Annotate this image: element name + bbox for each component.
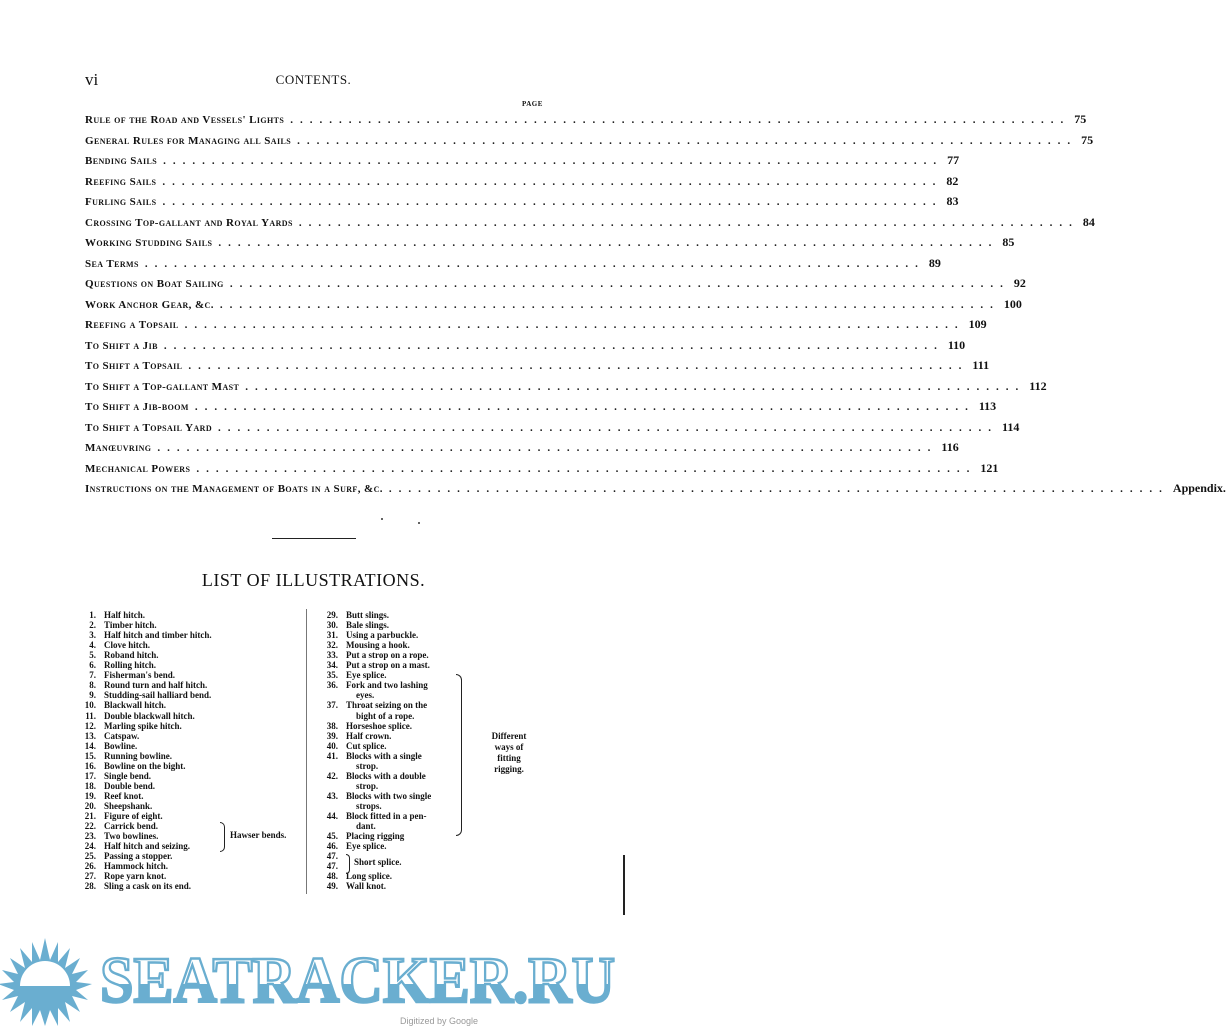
item-number: 19. — [84, 790, 96, 801]
item-number: 47. — [326, 851, 338, 862]
divider-rule — [272, 538, 356, 539]
illustration-item — [314, 640, 410, 650]
item-title: Horseshoe splice. — [346, 720, 412, 731]
illustration-item — [314, 620, 389, 630]
item-number: 5. — [89, 650, 96, 661]
illustration-item — [72, 751, 172, 761]
item-number: 48. — [326, 871, 338, 882]
illustration-item — [72, 841, 190, 851]
illustration-item — [72, 821, 158, 831]
illustration-item — [72, 781, 155, 791]
item-number: 1. — [89, 610, 96, 620]
entry-page: 83 — [946, 194, 959, 208]
item-title: Block fitted in a pen- — [346, 811, 427, 821]
illustration-item — [72, 620, 157, 630]
item-number: 2. — [89, 620, 96, 631]
entry-page: 100 — [1003, 296, 1022, 311]
contents-entry — [85, 255, 941, 272]
contents-entry — [85, 378, 1047, 395]
dot-leader: ................................................................................ — [245, 380, 1026, 393]
item-title: Put a strop on a mast. — [346, 660, 430, 671]
page-column-label: PAGE — [522, 100, 543, 108]
illustration-item — [72, 851, 172, 861]
item-number: 22. — [84, 821, 96, 832]
item-number: 25. — [84, 851, 96, 862]
illustration-item — [314, 841, 387, 851]
rigging-brace — [456, 674, 462, 836]
item-number: 35. — [326, 670, 338, 681]
illustration-item — [314, 721, 412, 731]
item-number: 7. — [89, 670, 96, 681]
item-number: 12. — [84, 720, 96, 731]
contents-entry — [85, 235, 1015, 251]
contents-entry — [85, 440, 959, 456]
item-number: 3. — [89, 630, 96, 641]
scan-edge — [623, 855, 625, 915]
item-number: 8. — [89, 680, 96, 691]
item-title: Clove hitch. — [104, 640, 150, 651]
item-title: Half hitch. — [104, 610, 146, 620]
item-number: 33. — [326, 650, 338, 661]
item-title: Bale slings. — [346, 620, 390, 631]
item-number: 47. — [326, 861, 338, 872]
item-number: 10. — [84, 700, 96, 711]
illustration-item — [72, 640, 150, 650]
illustration-item — [314, 630, 418, 640]
entry-page: Appendix. — [1172, 481, 1226, 495]
item-number: 17. — [84, 770, 96, 781]
item-title: Blackwall hitch. — [104, 700, 167, 711]
item-number: 23. — [84, 831, 96, 842]
entry-page: 113 — [978, 399, 997, 413]
contents-entry — [85, 153, 960, 169]
item-title: Running bowline. — [104, 750, 173, 761]
entry-title: Questions on Boat Sailing — [85, 278, 224, 290]
item-number: 41. — [326, 750, 338, 761]
illustration-item — [314, 680, 428, 690]
contents-entry — [85, 276, 1026, 292]
illustration-item — [314, 610, 389, 620]
page-number: vi — [85, 70, 99, 89]
illustration-item — [72, 630, 212, 640]
contents-entry — [85, 419, 1020, 436]
hawser-brace — [220, 822, 225, 852]
contents-entry — [85, 358, 990, 374]
item-number: 43. — [326, 790, 338, 801]
item-number: 9. — [89, 690, 96, 701]
illustration-item — [314, 811, 427, 821]
entry-page: 92 — [1013, 276, 1026, 290]
item-number: 31. — [326, 630, 338, 641]
illustration-item — [314, 831, 404, 841]
item-number: 37. — [326, 700, 338, 711]
item-title: Half hitch and timber hitch. — [104, 630, 212, 641]
item-title: Mousing a hook. — [346, 640, 410, 651]
illustration-item — [72, 871, 166, 881]
item-title: Put a strop on a rope. — [346, 650, 429, 661]
dot-leader: ................................................................................ — [290, 114, 1071, 126]
item-title-continued: strop. — [356, 760, 379, 771]
item-title: Sling a cask on its end. — [104, 881, 192, 892]
illustration-item — [314, 660, 430, 670]
entry-title: Reefing Sails — [85, 175, 157, 188]
illustration-item — [72, 771, 151, 781]
print-speck — [381, 518, 383, 520]
entry-page: 110 — [947, 337, 966, 352]
dot-leader: ................................................................................ — [188, 360, 969, 372]
item-number: 6. — [89, 660, 96, 671]
item-number: 30. — [326, 620, 338, 631]
illustration-item — [72, 791, 144, 801]
contents-entry — [85, 194, 959, 210]
item-number: 18. — [84, 780, 96, 791]
dot-leader: ................................................................................ — [388, 483, 1169, 495]
entry-page: 114 — [1002, 419, 1020, 434]
item-number: 45. — [326, 831, 338, 842]
item-title: Eye splice. — [346, 670, 387, 681]
entry-page: 89 — [928, 255, 941, 270]
item-title-continued: bight of a rope. — [356, 710, 415, 721]
illustration-item — [72, 680, 207, 690]
entry-page: 75 — [1074, 112, 1087, 126]
dot-leader: ................................................................................ — [162, 196, 943, 208]
item-title-continued: dant. — [356, 821, 376, 832]
item-title: Long splice. — [346, 871, 393, 882]
item-title: Double blackwall hitch. — [104, 710, 195, 721]
illustration-item — [72, 801, 152, 811]
item-number: 40. — [326, 740, 338, 751]
item-title: Using a parbuckle. — [346, 630, 419, 641]
illustration-item — [72, 670, 175, 680]
entry-page: 111 — [972, 358, 990, 372]
contents-entry — [85, 132, 1094, 149]
illustration-item — [72, 741, 137, 751]
illustration-item — [72, 811, 163, 821]
dot-leader: ................................................................................ — [218, 421, 999, 434]
contents-entry — [85, 317, 987, 333]
contents-entry — [85, 296, 1022, 313]
item-number: 38. — [326, 720, 338, 731]
dot-leader: ................................................................................ — [162, 175, 943, 188]
item-number: 39. — [326, 730, 338, 741]
item-title-continued: strops. — [356, 800, 382, 811]
dot-leader: ................................................................................ — [229, 278, 1010, 290]
item-title: Bowline on the bight. — [104, 760, 186, 771]
entry-page: 85 — [1002, 235, 1015, 249]
item-number: 4. — [89, 640, 96, 651]
illustration-item — [72, 831, 158, 841]
dot-leader: ................................................................................ — [163, 155, 944, 167]
entry-page: 112 — [1029, 378, 1047, 393]
illustration-item — [72, 660, 156, 670]
item-title: Studding-sail halliard bend. — [104, 690, 212, 701]
entry-title: Instructions on the Management of Boats in a Surf, &c. — [85, 483, 383, 495]
item-title: Reef knot. — [104, 790, 144, 801]
illustration-item — [72, 711, 195, 721]
item-title: Cut splice. — [346, 740, 387, 751]
illustration-item — [314, 871, 392, 881]
item-title: Blocks with a double — [346, 770, 426, 781]
item-title: Butt slings. — [346, 610, 390, 620]
contents-entry — [85, 337, 966, 354]
entry-title: General Rules for Managing all Sails — [85, 134, 292, 147]
running-title: CONTENTS. — [275, 72, 352, 87]
item-number: 36. — [326, 680, 338, 691]
entry-page: 109 — [968, 317, 987, 331]
dot-leader: ................................................................................ — [298, 216, 1079, 229]
item-title: Bowline. — [104, 740, 138, 751]
entry-title: Manœuvring — [85, 442, 152, 454]
illustration-item — [72, 721, 182, 731]
hawser-bends-label: Hawser bends. — [230, 830, 287, 840]
dot-leader: ................................................................................ — [194, 401, 975, 413]
illustration-item — [314, 670, 387, 680]
illustration-item — [314, 700, 427, 710]
entry-title: To Shift a Topsail — [85, 360, 183, 372]
illustration-item — [72, 731, 139, 741]
contents-entry — [85, 399, 997, 415]
item-title: Fork and two lashing — [346, 680, 428, 691]
illustration-item — [314, 791, 431, 801]
illustration-item — [314, 731, 391, 741]
illustration-item — [72, 881, 191, 891]
item-title: Eye splice. — [346, 841, 387, 852]
item-title: Round turn and half hitch. — [104, 680, 208, 691]
dot-leader: ................................................................................ — [219, 298, 1000, 311]
dot-leader: ................................................................................ — [163, 339, 944, 352]
entry-title: Bending Sails — [85, 155, 158, 167]
item-title: Rolling hitch. — [104, 660, 157, 671]
illustration-item — [314, 650, 429, 660]
item-title: Two bowlines. — [104, 831, 159, 842]
item-title: Single bend. — [104, 770, 152, 781]
dot-leader: ................................................................................ — [218, 237, 999, 249]
entry-title: To Shift a Topsail Yard — [85, 421, 213, 434]
item-title: Sheepshank. — [104, 800, 153, 811]
entry-page: 82 — [946, 173, 959, 188]
item-title: Half crown. — [346, 730, 392, 741]
item-number: 34. — [326, 660, 338, 671]
item-number: 29. — [326, 610, 338, 620]
item-number: 32. — [326, 640, 338, 651]
contents-entry — [85, 112, 1087, 128]
illustrations-title: LIST OF ILLUSTRATIONS. — [201, 570, 426, 590]
sun-icon — [0, 938, 92, 1026]
item-number: 11. — [85, 710, 96, 721]
item-number: 42. — [326, 770, 338, 781]
illustration-item — [314, 881, 386, 891]
item-title: Placing rigging — [346, 831, 405, 842]
entry-title: Working Studding Sails — [85, 237, 213, 249]
item-number: 14. — [84, 740, 96, 751]
entry-page: 75 — [1081, 132, 1094, 147]
watermark-text: SEATRACKER.RU — [100, 944, 615, 1017]
item-title: Fisherman's bend. — [104, 670, 176, 681]
dot-leader: ................................................................................ — [184, 319, 965, 331]
item-title: Blocks with two single — [346, 790, 432, 801]
entry-page: 121 — [980, 460, 999, 475]
entry-title: Reefing a Topsail — [85, 319, 179, 331]
item-number: 27. — [84, 871, 96, 882]
print-speck — [418, 522, 420, 524]
short-splice-label: Short splice. — [354, 857, 402, 867]
entry-title: Furling Sails — [85, 196, 157, 208]
entry-title: Work Anchor Gear, &c. — [85, 298, 214, 311]
item-number: 28. — [84, 881, 96, 892]
dot-leader: ................................................................................ — [144, 257, 925, 270]
illustration-item — [72, 690, 211, 700]
item-title-continued: eyes. — [356, 690, 375, 701]
rigging-label: Different ways of fitting rigging. — [491, 731, 527, 774]
short-splice-brace — [346, 854, 350, 874]
item-title: Half hitch and seizing. — [104, 841, 191, 852]
entry-title: To Shift a Top-gallant Mast — [85, 380, 240, 393]
entry-page: 77 — [947, 153, 960, 167]
item-title: Timber hitch. — [104, 620, 157, 631]
item-title: Marling spike hitch. — [104, 720, 182, 731]
entry-title: Rule of the Road and Vessels' Lights — [85, 114, 285, 126]
item-number: 16. — [84, 760, 96, 771]
illustration-item — [314, 771, 426, 781]
entry-title: To Shift a Jib — [85, 339, 158, 352]
entry-title: To Shift a Jib-boom — [85, 401, 189, 413]
entry-page: 84 — [1082, 214, 1095, 229]
illustration-item — [314, 751, 422, 761]
illustration-item — [72, 650, 159, 660]
item-title: Blocks with a single — [346, 750, 422, 761]
item-title: Roband hitch. — [104, 650, 159, 661]
item-title: Wall knot. — [346, 881, 387, 892]
dot-leader: ................................................................................ — [157, 442, 938, 454]
illustration-item — [72, 761, 186, 771]
entry-title: Sea Terms — [85, 257, 139, 270]
item-number: 13. — [84, 730, 96, 741]
item-title: Catspaw. — [104, 730, 140, 741]
digitized-by-google: Digitized by Google — [400, 1016, 479, 1026]
item-title-continued: strop. — [356, 780, 379, 791]
item-number: 44. — [326, 811, 338, 821]
column-separator — [306, 609, 307, 894]
item-title: Throat seizing on the — [346, 700, 428, 711]
seatracker-watermark-logo — [0, 930, 627, 1026]
contents-entry — [85, 460, 999, 477]
entry-title: Crossing Top-gallant and Royal Yards — [85, 216, 293, 229]
item-number: 24. — [84, 841, 96, 852]
illustration-item — [72, 610, 145, 620]
illustration-item — [314, 861, 346, 871]
item-number: 20. — [84, 800, 96, 811]
entry-title: Mechanical Powers — [85, 462, 191, 475]
item-title: Figure of eight. — [104, 811, 163, 821]
item-number: 15. — [84, 750, 96, 761]
item-number: 49. — [326, 881, 338, 892]
item-title: Carrick bend. — [104, 821, 158, 832]
illustration-item — [72, 861, 168, 871]
item-title: Double bend. — [104, 780, 156, 791]
item-title: Hammock hitch. — [104, 861, 168, 872]
illustration-item — [314, 741, 387, 751]
contents-entry — [85, 481, 1226, 497]
item-title: Rope yarn knot. — [104, 871, 167, 882]
entry-page: 116 — [941, 440, 959, 454]
dot-leader: ................................................................................ — [297, 134, 1078, 147]
illustration-item — [314, 851, 346, 861]
item-number: 21. — [84, 811, 96, 821]
item-title: Passing a stopper. — [104, 851, 173, 862]
contents-entry — [85, 214, 1095, 231]
dot-leader: ................................................................................ — [196, 462, 977, 475]
illustration-item — [72, 700, 166, 710]
item-number: 26. — [84, 861, 96, 872]
contents-entry — [85, 173, 959, 190]
item-number: 46. — [326, 841, 338, 852]
